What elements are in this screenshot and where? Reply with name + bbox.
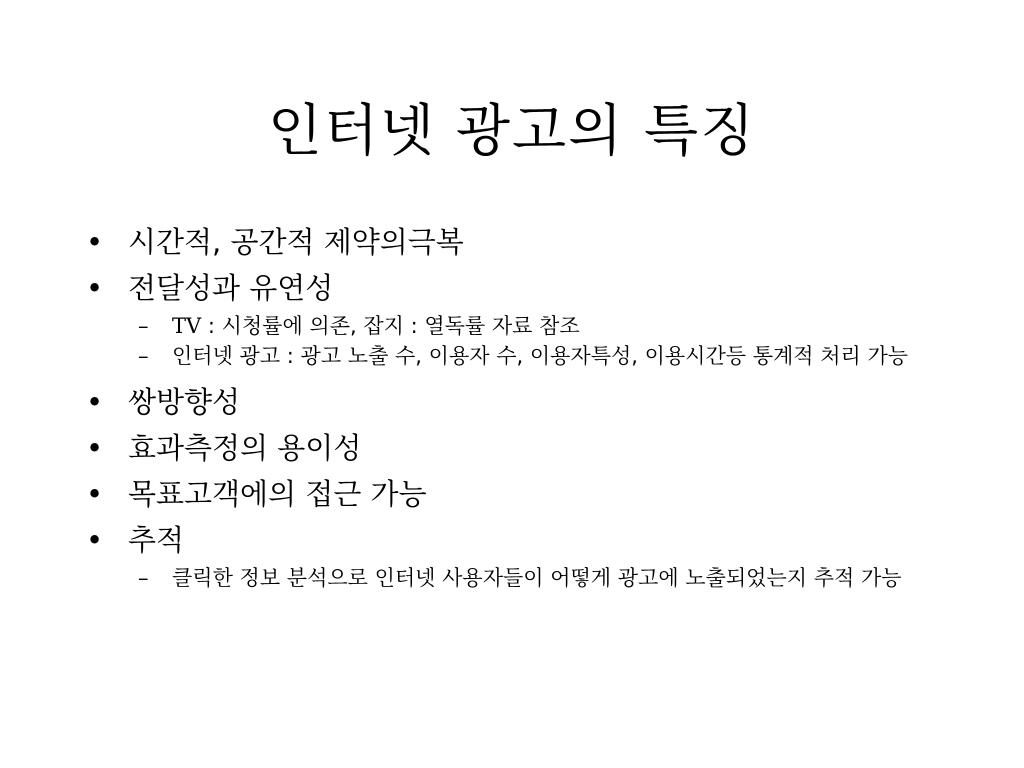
bullet-icon: • <box>86 225 104 259</box>
sub-bullet-text: 인터넷 광고 : 광고 노출 수, 이용자 수, 이용자특성, 이용시간등 통계적 처리 가능 <box>172 344 909 368</box>
bullet-text: 효과측정의 용이성 <box>128 431 362 465</box>
bullet-item <box>86 428 956 468</box>
bullet-icon: • <box>86 477 104 511</box>
sub-bullet-text: : 시청률에 의존, 잡지 : 열독률 자료 참조 <box>201 314 580 338</box>
bullet-icon: • <box>86 385 104 419</box>
bullet-icon: • <box>86 431 104 465</box>
dash-icon: – <box>138 344 149 368</box>
bullet-text: 목표고객에의 접근 가능 <box>128 477 427 511</box>
bullet-item <box>86 382 956 422</box>
bullet-text: 추적 <box>128 523 185 557</box>
bullet-icon: • <box>86 523 104 557</box>
bullet-item <box>86 222 956 262</box>
bullet-text: 전달성과 유연성 <box>128 271 334 305</box>
sub-bullet-text: 클릭한 정보 분석으로 인터넷 사용자들이 어떻게 광고에 노출되었는지 추적 가능 <box>172 566 902 590</box>
dash-icon: – <box>138 566 149 590</box>
bullet-text: 시간적, 공간적 제약의극복 <box>128 225 464 259</box>
bullet-item <box>86 268 956 308</box>
sub-bullet-item <box>138 564 956 592</box>
bullet-list <box>86 222 956 596</box>
bullet-item <box>86 520 956 560</box>
bullet-icon: • <box>86 271 104 305</box>
bullet-item <box>86 474 956 514</box>
dash-icon: – <box>138 314 149 338</box>
sub-bullet-item <box>138 342 956 370</box>
sub-bullet-prefix: TV <box>172 314 202 338</box>
sub-bullet-item <box>138 312 956 340</box>
bullet-text: 쌍방향성 <box>128 385 241 419</box>
slide-title: 인터넷 광고의 특징 <box>267 99 757 164</box>
